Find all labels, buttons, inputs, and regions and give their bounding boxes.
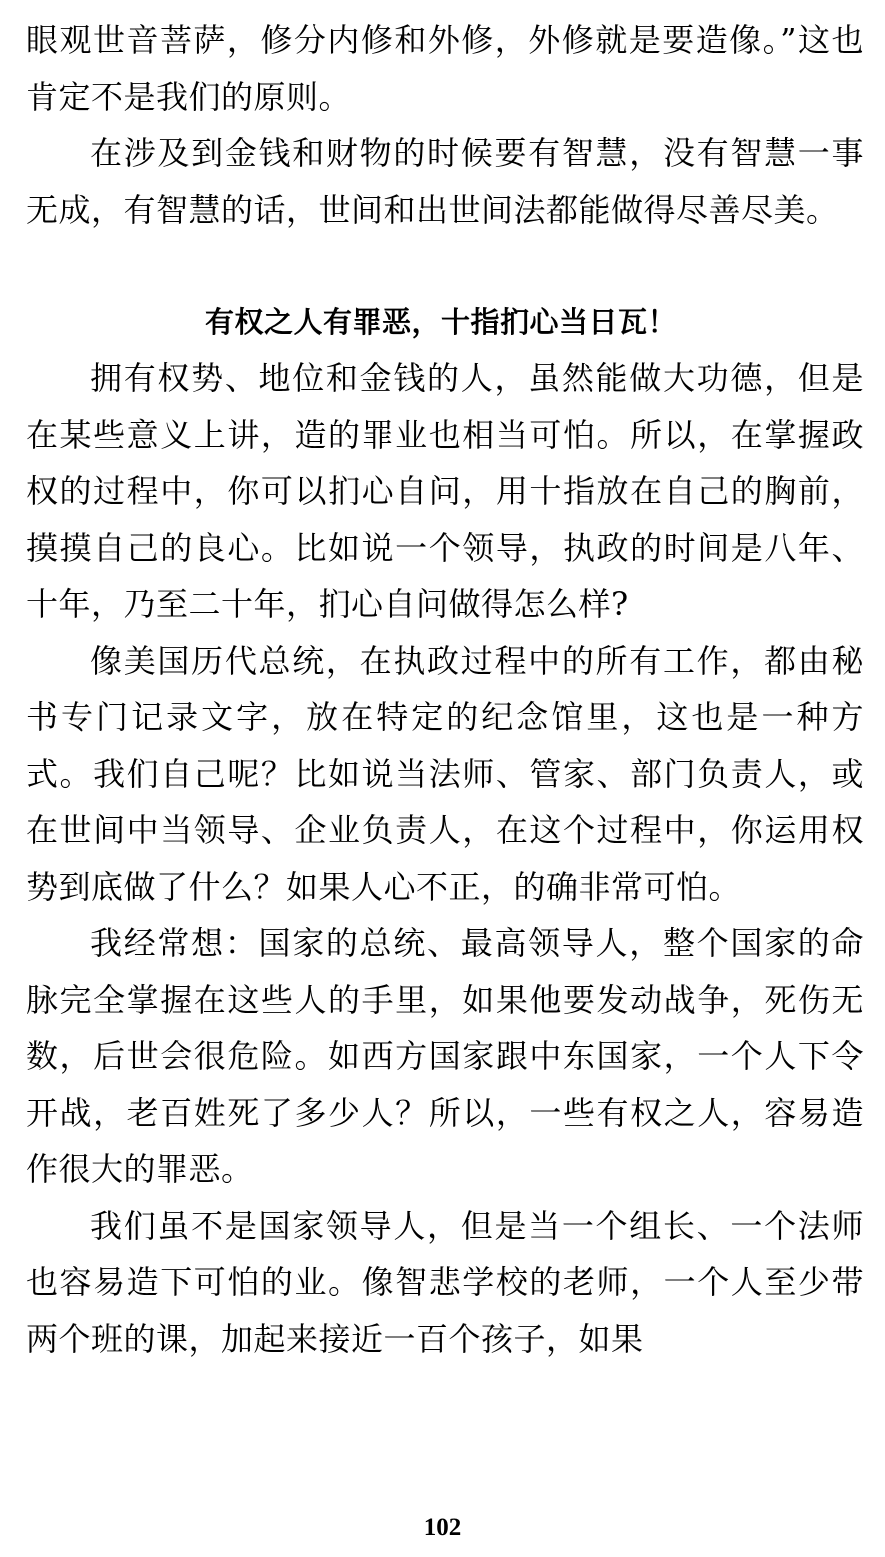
paragraph-power: 拥有权势、地位和金钱的人，虽然能做大功德，但是在某些意义上讲，造的罪业也相当可怕。所以，在掌握政权的过程中，你可以扪心自问，用十指放在自己的胸前，摸摸自己的良心。比如说一个领导，执政的时间是八年、十年，乃至二十年，扪心自问做得怎么样? bbox=[26, 359, 864, 623]
section-heading: 有权之人有罪恶，十指扪心当日瓦！ bbox=[204, 305, 677, 339]
paragraph-wisdom: 在涉及到金钱和财物的时候要有智慧，没有智慧一事无成，有智慧的话，世间和出世间法都能做得尽善尽美。 bbox=[26, 134, 864, 229]
paragraph-leaders: 我经常想：国家的总统、最高领导人，整个国家的命脉完全掌握在这些人的手里，如果他要发动战争，死伤无数，后世会很危险。如西方国家跟中东国家，一个人下令开战，老百姓死了多少人？所以，一些有权之人，容易造作很大的罪恶。 bbox=[26, 924, 864, 1188]
page-number: 102 bbox=[423, 1514, 462, 1541]
section-spacer bbox=[26, 238, 864, 294]
paragraph-presidents: 像美国历代总统，在执政过程中的所有工作，都由秘书专门记录文字，放在特定的纪念馆里，这也是一种方式。我们自己呢？比如说当法师、管家、部门负责人，或在世间中当领导、企业负责人，在这个过程中，你运用权势到底做了什么？如果人心不正，的确非常可怕。 bbox=[26, 641, 864, 906]
paragraph-continued: 眼观世音菩萨，修分内修和外修，外修就是要造像。”这也肯定不是我们的原则。 bbox=[26, 21, 864, 116]
paragraph-teachers: 我们虽不是国家领导人，但是当一个组长、一个法师也容易造下可怕的业。像智悲学校的老师，一个人至少带两个班的课，加起来接近一百个孩子，如果 bbox=[26, 1206, 864, 1358]
page-text-area bbox=[26, 12, 864, 1367]
